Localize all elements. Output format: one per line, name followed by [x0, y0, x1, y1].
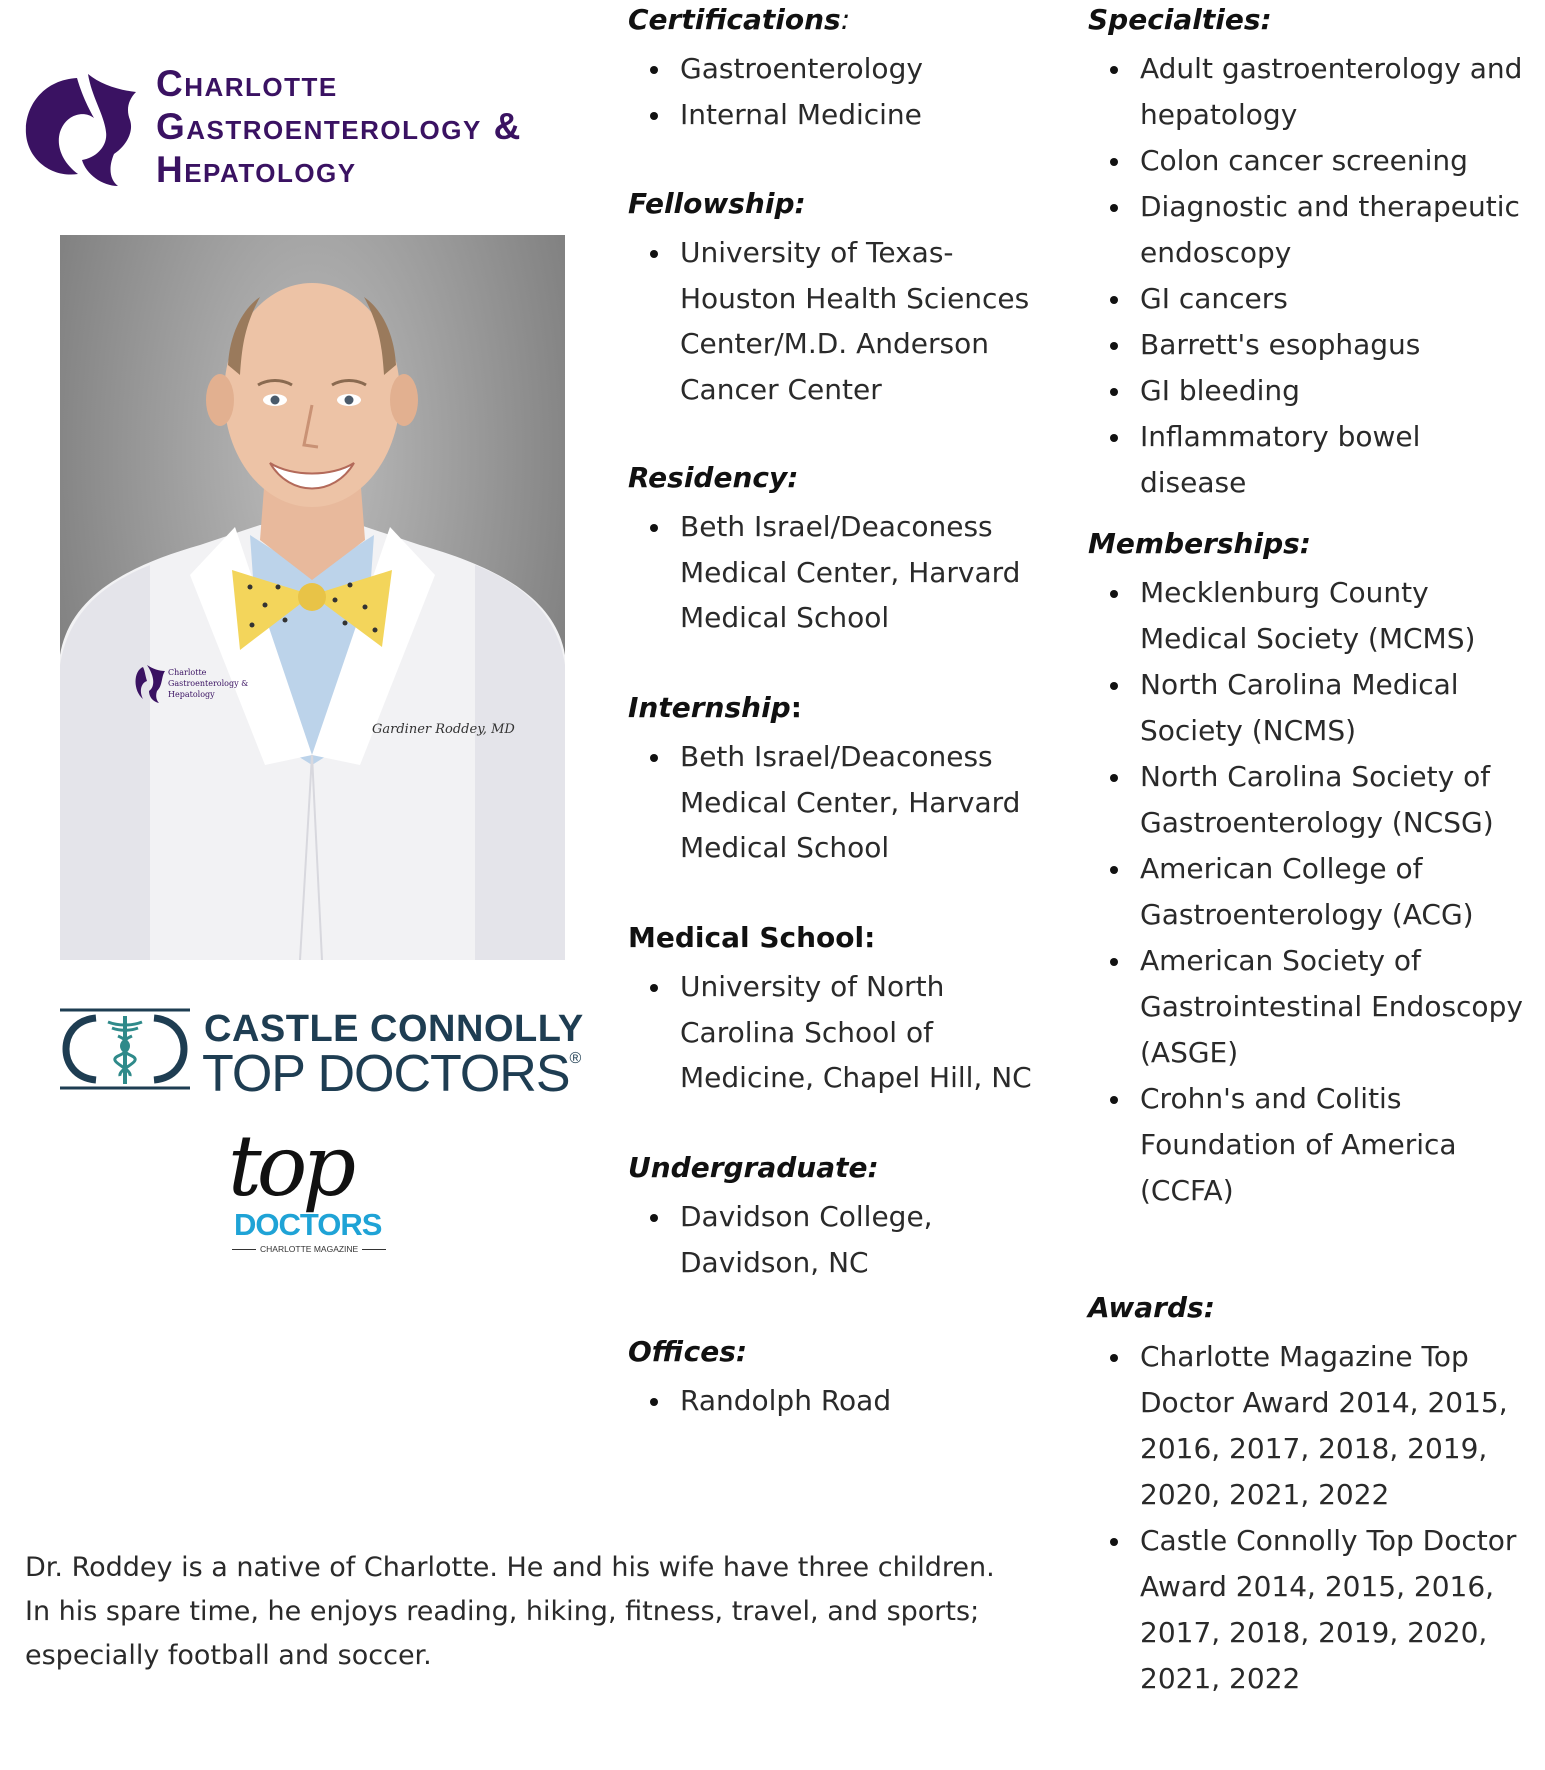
- list-item: Beth Israel/Deaconess Medical Center, Harvard Medical School: [628, 734, 1048, 871]
- doctor-headshot-photo: [60, 235, 565, 960]
- top-doctors-top-word: top: [228, 1117, 352, 1215]
- section-title: Specialties:: [1088, 3, 1272, 36]
- coat-logo-line: Hepatology: [168, 690, 215, 699]
- specialties-section: [1088, 2, 1528, 506]
- coat-logo-line: Charlotte: [168, 668, 207, 677]
- list-item: Diagnostic and therapeutic endoscopy: [1088, 184, 1528, 276]
- section-title: Residency:: [628, 461, 799, 494]
- medical-school-list: [628, 964, 1048, 1101]
- list-item: Inflammatory bowel disease: [1088, 414, 1528, 506]
- top-doctors-magazine: CHARLOTTE MAGAZINE: [228, 1244, 384, 1254]
- internship-list: [628, 734, 1048, 871]
- list-item: American College of Gastroenterology (ACG): [1088, 846, 1528, 938]
- list-item: Mecklenburg County Medical Society (MCMS): [1088, 570, 1528, 662]
- list-item: University of North Carolina School of Medicine, Chapel Hill, NC: [628, 964, 1048, 1101]
- list-item: Barrett's esophagus: [1088, 322, 1528, 368]
- specialties-list: [1088, 46, 1528, 506]
- bio-line: Dr. Roddey is a native of Charlotte. He and his wife have three children.: [25, 1552, 995, 1583]
- section-title: Medical School:: [628, 921, 876, 954]
- section-title: [628, 2, 1048, 38]
- list-item: North Carolina Society of Gastroenterology (NCSG): [1088, 754, 1528, 846]
- practice-name-line: Hepatology: [156, 149, 357, 190]
- list-item: GI bleeding: [1088, 368, 1528, 414]
- list-item: Davidson College, Davidson, NC: [628, 1194, 1048, 1285]
- top-doctors-logo: [228, 1117, 388, 1270]
- list-item: Charlotte Magazine Top Doctor Award 2014, 2015, 2016, 2017, 2018, 2019, 2020, 2021, 2022: [1088, 1334, 1528, 1518]
- certifications-list: [628, 46, 1048, 137]
- fellowship-list: [628, 230, 1048, 412]
- section-title-suffix: :: [790, 691, 802, 724]
- list-item: Gastroenterology: [628, 46, 1048, 92]
- list-item: Randolph Road: [628, 1378, 1048, 1424]
- internship-section: [628, 690, 1048, 871]
- residency-section: [628, 460, 1048, 641]
- section-title-text: Certifications: [628, 3, 841, 36]
- list-item: North Carolina Medical Society (NCMS): [1088, 662, 1528, 754]
- fellowship-section: [628, 186, 1048, 412]
- memberships-section: [1088, 526, 1528, 1214]
- awards-list: [1088, 1334, 1528, 1702]
- list-item: University of Texas-Houston Health Sciences Center/M.D. Anderson Cancer Center: [628, 230, 1048, 412]
- practice-logo: [22, 62, 542, 192]
- bio-line: especially football and soccer.: [25, 1640, 432, 1671]
- castle-connolly-top-doctors-text: TOP DOCTORS: [202, 1045, 570, 1103]
- doctor-portrait-illustration: [60, 235, 565, 960]
- list-item: Crohn's and Colitis Foundation of America (CCFA): [1088, 1076, 1528, 1214]
- list-item: Castle Connolly Top Doctor Award 2014, 2015, 2016, 2017, 2018, 2019, 2020, 2021, 2022: [1088, 1518, 1528, 1702]
- memberships-list: [1088, 570, 1528, 1214]
- section-title: Fellowship:: [628, 187, 806, 220]
- undergraduate-list: [628, 1194, 1048, 1285]
- list-item: Adult gastroenterology and hepatology: [1088, 46, 1528, 138]
- coat-logo-line: Gastroenterology &: [168, 679, 249, 688]
- section-title: [628, 690, 1048, 726]
- practice-name: [156, 62, 522, 191]
- list-item: American Society of Gastrointestinal Endoscopy (ASGE): [1088, 938, 1528, 1076]
- certifications-section: [628, 2, 1048, 137]
- practice-name-line: Charlotte: [156, 63, 338, 104]
- castle-connolly-top-doctors: [202, 1044, 580, 1104]
- section-title-text: Internship: [628, 691, 791, 724]
- section-title-suffix: :: [840, 3, 851, 36]
- list-item: Colon cancer screening: [1088, 138, 1528, 184]
- practice-name-line: Gastroenterology &: [156, 106, 522, 147]
- list-item: Beth Israel/Deaconess Medical Center, Harvard Medical School: [628, 504, 1048, 641]
- doctor-bio: [25, 1546, 1035, 1678]
- registered-mark: ®: [569, 1050, 581, 1067]
- section-title: Awards:: [1088, 1291, 1215, 1324]
- practice-logo-icon: [22, 70, 142, 188]
- offices-section: [628, 1334, 1048, 1424]
- offices-list: [628, 1378, 1048, 1424]
- castle-connolly-logo: [60, 1006, 584, 1103]
- undergraduate-section: [628, 1150, 1048, 1285]
- awards-section: [1088, 1290, 1528, 1702]
- section-title: Offices:: [628, 1335, 748, 1368]
- castle-connolly-emblem-icon: [60, 1006, 190, 1092]
- section-title: Undergraduate:: [628, 1151, 879, 1184]
- bio-line: In his spare time, he enjoys reading, hiking, fitness, travel, and sports;: [25, 1596, 980, 1627]
- top-doctors-doctors-word: DOCTORS: [234, 1207, 382, 1242]
- coat-name-embroidery: Gardiner Roddey, MD: [372, 722, 515, 737]
- medical-school-section: [628, 920, 1048, 1101]
- list-item: GI cancers: [1088, 276, 1528, 322]
- section-title: Memberships:: [1088, 527, 1311, 560]
- list-item: Internal Medicine: [628, 92, 1048, 138]
- residency-list: [628, 504, 1048, 641]
- castle-connolly-name: CASTLE CONNOLLY: [204, 1008, 584, 1050]
